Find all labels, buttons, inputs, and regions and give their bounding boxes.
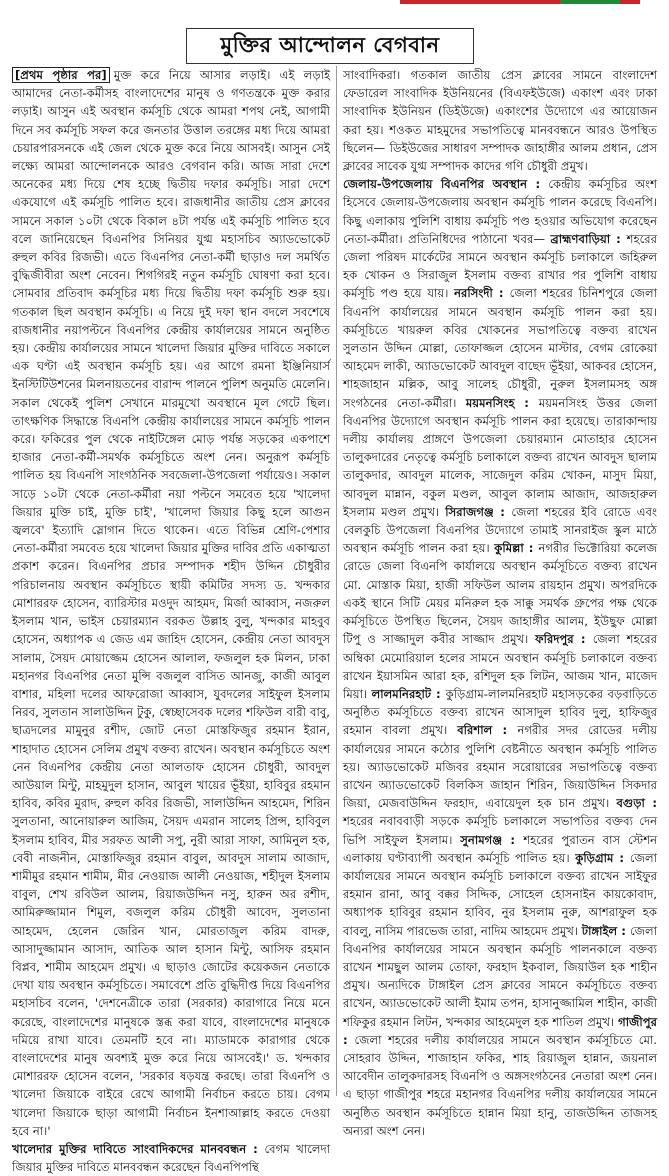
district-name: বরিশাল : (457, 723, 518, 738)
district-name: বগুড়া : (616, 796, 657, 811)
district-text: শহরের নবাববাড়ী সড়কে কর্মসূচি চলাকালে সভাপতির বক্তব্য দেন ভিপি সাইফুল ইসলাম। (343, 814, 657, 847)
district-text: জেলা বিএনপির কার্যালয়ের সামনে অবস্থান কর্মসূচি পালনকালে বক্তব্য রাখেন শামছুল আলম তোফা, ফরহাদ ইকবাল, জিয়াউল হক শাহীন প্রমুখ। অন্যদিকে টাঙ্গাইল প্রেস ক্লাবের সামনে কর্মসূচিতে বক্তব্য রাখেন, অ্যাডভোকেট আলী ইমাম তপন, হাসানুজ্জামিল শাহীন, কাজী শফিকুর রহমান লিটন, খন্দকার আহমেদুল হক শাতিল প্রমুখ। (343, 923, 658, 1029)
district-name: ময়মনসিংহ : (465, 395, 539, 410)
district-text: ময়মনসিংহ উত্তর জেলা বিএনপির উদ্যোগে অবস্থান কর্মসূচি পালন করা হয়েছে। তারাকান্দায় দলীয় কার্যালয় প্রাঙ্গণে উপজেলা চেয়ারম্যান মোতাহার হোসেন তালুকদারের নেতৃত্বে কর্মসূচি চলাকালে বক্তব্য রাখেন আবদুস ছালাম তালুকদার, আবদুল মালেক, সাজেদুল করিম খোকন, মাসুদ মিয়া, আবদুল মান্নান, বকুল মণ্ডল, আবুল কালাম আজাদ, আজহারুল ইসলাম মণ্ডল প্রমুখ। (343, 395, 657, 519)
district-name: গাজীপুর : (343, 1014, 657, 1047)
article-column-left (12, 66, 331, 1175)
district-text: জেলা শহরের দলীয় কার্যালয়ের সামনে অবস্থান কর্মসূচিতে মো. সোহরাব উদ্দিন, শাজাহান ফকির, শাহ রিয়াজুল হান্নান, জয়নাল আবেদীন তালুকদারসহ বিএনপি ও অঙ্গসংগঠনের নেতারা অংশ নেন। এ ছাড়া গাজীপুর শহরে মহানগর বিএনপির দলীয় কার্যালয়ের সামনে অনুষ্ঠিত অবস্থান কর্মসূচিতে হান্নান মিয়া হানু, তাজউদ্দিন তাজসহ অন্যরা অংশ নেন। (343, 1032, 657, 1138)
district-name: সিরাজগঞ্জ : (445, 504, 512, 519)
district-text: নগরীর সদর রোডের দলীয় কার্যালয়ের সামনে কঠোর পুলিশি বেষ্টনীতে অবস্থান কর্মসূচি পালিত হয়। অ্যাডভোকেট মজিবর রহমান সরোয়ারের সভাপতিত্বে বক্তব্য রাখেন অ্যাডভোকেট বিলকিস জাহান শিরিন, জিয়াউদ্দিন সিকদার জিয়া, মেজবাউদ্দিন ফরহাদ, এবায়েদুল হক চান প্রমুখ। (343, 723, 657, 811)
paragraph-text: সাংবাদিকরা। গতকাল জাতীয় প্রেস ক্লাবের সামনে বাংলাদেশ ফেডারেল সাংবাদিক ইউনিয়নের (বিএফইউজে) একাংশ এবং ঢাকা সাংবাদিক ইউনিয়ন (ডিইউজে) একাংশের উদ্যোগে এর আয়োজন করা হয়। শওকত মাহমুদের সভাপতিত্বে মানববন্ধনে আরও উপস্থিত ছিলেন— ডিইউজের সাধারণ সম্পাদক জাহাঙ্গীর আলম প্রধান, প্রেস ক্লাবের সাবেক যুগ্ম সম্পাদক কাদের গণি চৌধুরী প্রমুখ। (343, 68, 657, 174)
paragraph (12, 66, 330, 1140)
paragraph-text: বেগম খালেদা জিয়ার মুক্তির দাবিতে মানববন্ধন করেছেন বিএনপিপন্থি (12, 1141, 331, 1175)
subheading: জেলায়-উপজেলায় বিএনপির অবস্থান : (343, 177, 541, 192)
district-text: জেলা শহরের চিনিশপুরে জেলা বিএনপি কার্যালয়ের সামনে অবস্থান কর্মসূচি পালন করা হয়। কর্মসূচিতে খায়রুল কবির খোকনের সভাপতিত্বে বক্তব্য রাখেন সুলতান উদ্দিন মোল্লা, তোফাজ্জল হোসেন মাস্টার, বেগম রোকেয়া আহমেদ লাকী, অ্যাডভোকেট আবদুল বাছেদ ভূঁইয়া, আকবর হোসেন, শাহজাহান মল্লিক, আবু সালেহ চৌধুরী, নুরুল ইসলামসহ অঙ্গ সংগঠনের নেতা-কর্মীরা। (343, 286, 657, 410)
district-text: শহরের পুরাতন বাস স্টেশন এলাকায় ঘণ্টাব্যাপী অবস্থান কর্মসূচি পালিত হয়। (343, 832, 657, 865)
district-name: টাঙ্গাইল : (581, 923, 630, 938)
district-name: কুড়িগ্রাম : (575, 850, 630, 865)
district-text: কুড়িগ্রাম-লালমনিরহাট মহাসড়কের বড়বাড়িতে অনুষ্ঠিত কর্মসূচিতে বক্তব্য রাখেন আসাদুল হাবিব দুলু, হাফিজুর রহমান বাবলা প্রমুখ। (343, 686, 657, 738)
district-name: নরসিংদী : (454, 286, 510, 301)
district-name: ব্রাহ্মণবাড়িয়া : (550, 231, 627, 246)
paragraph-text: কেন্দ্রীয় কর্মসূচির অংশ হিসেবে জেলায়-উপজেলায় অবস্থান কর্মসূচি পালন করেছে বিএনপি। কিছু এলাকায় পুলিশি বাধায় কর্মসূচি পণ্ড হওয়ার অভিযোগ করেছেন নেতা-কর্মীরা। প্রতিনিধিদের পাঠানো খবর— (343, 177, 658, 246)
district-name: ফরিদপুর : (535, 632, 593, 647)
paragraph-text: মুক্ত করে নিয়ে আসার লড়াই। এই লড়াই আমাদের নেতা-কর্মীসহ বাংলাদেশের মানুষ ও গণতন্ত্রকে মুক্ত করার লড়াই। আসুন এই অবস্থান কর্মসূচি থেকে আমরা শপথ নেই, আগামী দিনে সব কর্মসূচি সফল করে জনতার উত্তাল তরঙ্গের মধ্য দিয়ে আমরা চেয়ারপারসনকে এই জেল থেকে মুক্ত করে নিয়ে আসবই। আসুন সেই লক্ষ্যে আমরা আন্দোলনকে আরও বেগবান করি। আজ সারা দেশে অনেকের মধ্য দিয়ে শেষ হচ্ছে দ্বিতীয় দফার কর্মসূচি। সারা দেশে একযোগে এই কর্মসূচি পালিত হবে। রাজধানীর জাতীয় প্রেস ক্লাবের সামনে সকাল ১০টা থেকে বিকাল ৪টা পর্যন্ত এই কর্মসূচি পালিত হবে বলে জানিয়েছেন বিএনপির সিনিয়র যুগ্ম মহাসচিব অ্যাডভোকেট রুহুল কবির রিজভী। এতে বিএনপির নেতা-কর্মী ছাড়াও দল সমর্থিত বুদ্ধিজীবীরা অংশ নেবেন। শিগগিরই নতুন কর্মসূচি ঘোষণা করা হবে। সোমবার প্রতিবাদ কর্মসূচির মধ্য দিয়ে দ্বিতীয় দফা কর্মসূচি শুরু হয়। গতকাল ছিল অবস্থান কর্মসূচি। এ নিয়ে দুই দফা স্থান বদলে সবশেষে রাজধানীর নয়াপল্টনে বিএনপির কেন্দ্রীয় কার্যালয়ের সামনে অনুষ্ঠিত হয়। কেন্দ্রীয় কার্যালয়ের সামনে খালেদা জিয়ার মুক্তির দাবিতে সকালে এক ঘণ্টা এই অবস্থান কর্মসূচি হয়। এর আগে রমনা ইঞ্জিনিয়ার্স ইনস্টিটিউশনের মিলনায়তনের বারান্দ পালনে পুলিশ অনুমতি মেলেনি। সকাল থেকেই পুলিশ সেখানে মারমুখো অবস্থানে মূল গেটে ছিল। তাৎক্ষণিক সিদ্ধান্তে বিএনপি কেন্দ্রীয় কার্যালয়ের সামনে কর্মসূচি পালন করে। ফকিরের পুল থেকে নাইটিঙ্গেল মোড় পর্যন্ত সড়কের একপাশে হাজার নেতা-কর্মী-সমর্থক কর্মসূচিতে অংশ নেন। অনুরূপ কর্মসূচি পালিত হয় বিএনপি সাংগঠনিক সবজেলা-উপজেলা পর্যায়েও। সকাল সাড়ে ১০টা থেকে নেতা-কর্মীরা নয়া পল্টনে সমবেত হয়ে 'খালেদা জিয়ার মুক্তি চাই, মুক্তি চাই', 'খালেদা জিয়ার কিছু হলে আগুন জ্বলবে' ইত্যাদি স্লোগান দিতে থাকেন। এতে বিভিন্ন শ্রেণি-পেশার নেতা-কর্মীরা সমবেত হয়ে খালেদা জিয়ার মুক্তির দাবির প্রতি একাত্মতা প্রকাশ করেন। বিএনপির প্রচার সম্পাদক শহীদ উদ্দিন চৌধুরীর পরিচালনায় অবস্থান কর্মসূচিতে স্থায়ী কমিটির সদস্য ড. খন্দকার মোশাররফ হোসেন, ব্যারিস্টার মওদুদ আহমদ, মির্জা আব্বাস, নজরুল ইসলাম খান, ভাইস চেয়ারম্যান বরকত উল্লাহ বুলু, খন্দকার মাহবুব হোসেন, অধ্যাপক এ জেড এম জাহিদ হোসেন, কেন্দ্রীয় নেতা আবদুস সালাম, সৈয়দ মোয়াজ্জেম হোসেন আলাল, ফজলুল হক মিলন, ঢাকা মহানগর বিএনপির নেতা মুন্সি বজলুল বাসিত আনজু, কাজী আবুল বাশার, মহিলা দলের আফরোজা আব্বাস, যুবদলের সাইফুল ইসলাম নিরব, সুলতান সালাউদ্দিন টুকু, স্বেচ্ছাসেবক দলের শফিউল বারী বাবু, ছাত্রদলের মামুনুর রশীদ, জোট নেতা মোস্তফিজুর রহমান ইরান, শাহাদাত হোসেন সেলিম প্রমুখ বক্তব্য রাখেন। অবস্থান কর্মসূচিতে অংশ নেন বিএনপির কেন্দ্রীয় নেতা আলতাফ হোসেন চৌধুরী, আবদুল আউয়াল মিন্টু, মাহমুদুল হাসান, আবুল খায়ের ভূঁইয়া, হাবিবুর রহমান হাবিব, কবির মুরাদ, রুহুল কবির রিজভী, সালাউদ্দিন আহমেদ, শিরিন সুলতানা, আনোয়ারুল আজিম, সৈয়দ এমরান সালেহ প্রিন্স, হাবিবুল ইসলাম হাবিব, মীর সরফত আলী সপু, নুরী আরা সাফা, আমিনুল হক, বেবী নাজনীন, মোস্তাফিজুর রহমান বাবুল, আবদুস সালাম আজাদ, শামীমুর রহমান শামীম, মীর নেওয়াজ আলী নেওয়াজ, শহীদুল ইসলাম বাবুল, শেখ রবিউল আলম, রিয়াজউদ্দিন নসু, হারুন অর রশীদ, আমিরুজ্জামান শিমুল, বজলুল করিম চৌধুরী আবেদ, সুলতানা আহমেদ, হেলেন জেরিন খান, মোরতাজুল করিম বাদরু, আসাদুজ্জামান আসাদ, আতিক আল হাসান মিন্টু, আসিফ রহমান বিপ্লব, শামীম আহমেদ প্রমুখ। এ ছাড়াও জোটের কয়েকজন নেতাকে দেখা যায় অবস্থান কর্মসূচিতে। সমাবেশে প্রতি বুদ্ধিদীপ্ত দিয়ে বিএনপির মহাসচিব বলেন, 'দেশনেত্রীকে তারা (সরকার) কারাগারে নিয়ে মনে করেছে, বাংলাদেশের মানুষকে স্তব্ধ করা যাবে, বাংলাদেশের মানুষকে দমিয়ে রাখা যাবে। তেমনটি হবে না। ম্যাডামকে কারাগার থেকে বাংলাদেশের মানুষ অবশ্যই মুক্ত করে নিয়ে আসবেই।' ড. খন্দকার মোশাররফ হোসেন বলেন, 'সরকার ষড়যন্ত্র করছে। তারা বিএনপি ও খালেদা জিয়াকে বাইরে রেখে আগামী নির্বাচন করতে চায়। বেগম খালেদা জিয়াকে ছাড়া আগামী নির্বাচন ইনশাআল্লাহ করতে দেওয়া হবে না।' (12, 68, 330, 1138)
paragraph (343, 66, 657, 175)
district-text: জেলা শহরের ইবি রোডে এবং বেলকুচি উপজেলা বিএনপির উদ্যোগে তামাই সানরাইজ স্কুল মাঠে অবস্থান কর্মসূচি পালন করা হয়। (343, 504, 657, 556)
headline: মুক্তির আন্দোলন বেগবান (186, 28, 474, 64)
article-column-right (343, 66, 658, 1138)
district-text: জেলা শহরের অম্বিকা মেমোরিয়াল হলের সামনে অবস্থান কর্মসূচি চলাকালে বক্তব্য রাখেন ইয়াসমিন আরা হক, রশিদুল হক লিটন, আজম খান, মাজেদ মিয়া। (343, 632, 658, 701)
paragraph (12, 1140, 330, 1176)
green-rule (560, 0, 620, 4)
continued-from-label: [প্রথম পৃষ্ঠার পর] (12, 67, 110, 83)
district-name: লালমনিরহাট : (371, 686, 446, 701)
district-name: কুমিল্লা : (494, 541, 539, 556)
top-color-strip (0, 0, 669, 6)
district-text: জেলা কার্যালয়ের সামনে অবস্থান কর্মসূচি চলাকালে বক্তব্য রাখেন সাইফুর রহমান রানা, আবু বক্কর সিদ্দিক, সোহেল হোসনাইন কায়কোবাদ, অধ্যাপক হাবিবুর রহমান হাবিব, নুর ইসলাম নুরু, আশরাফুল হক বাবলু, নাসিম পারভেজ তারা, নাদিম আহমেদ প্রমুখ। (343, 850, 657, 938)
district-text: শহরের জেলা পরিষদ মার্কেটের সামনে অবস্থান কর্মসূচি চলাকালে জহিরুল হক খোকন ও সিরাজুল ইসলাম বক্তব্য রাখার পর পুলিশি বাধায় কর্মসূচি পণ্ড হয়ে যায়। (343, 231, 658, 301)
column-divider (336, 66, 337, 1096)
district-text: নগরীর ভিক্টোরিয়া কলেজ রোডে জেলা বিএনপি কার্যালয়ে অবস্থান কর্মসূচিতে বক্তব্য রাখেন মো. মোস্তাক মিয়া, হাজী সফিউল আলম রায়হান প্রমুখ। অপরদিকে একই স্থানে সিটি মেয়র মনিরুল হক সাক্কু সমর্থক গ্রুপের পক্ষ থেকে কর্মসূচিতে উপস্থিত ছিলেন, সৈয়দ জাহাঙ্গীর আলম, ইউছুফ মোল্লা টিপু ও সাজ্জাদুল কবীর সাজ্জাদ প্রমুখ। (343, 541, 657, 647)
subheading: খালেদার মুক্তির দাবিতে সাংবাদিকদের মানববন্ধন : (12, 1141, 258, 1156)
district-name: সুনামগঞ্জ : (460, 832, 524, 847)
paragraph (343, 175, 657, 1140)
